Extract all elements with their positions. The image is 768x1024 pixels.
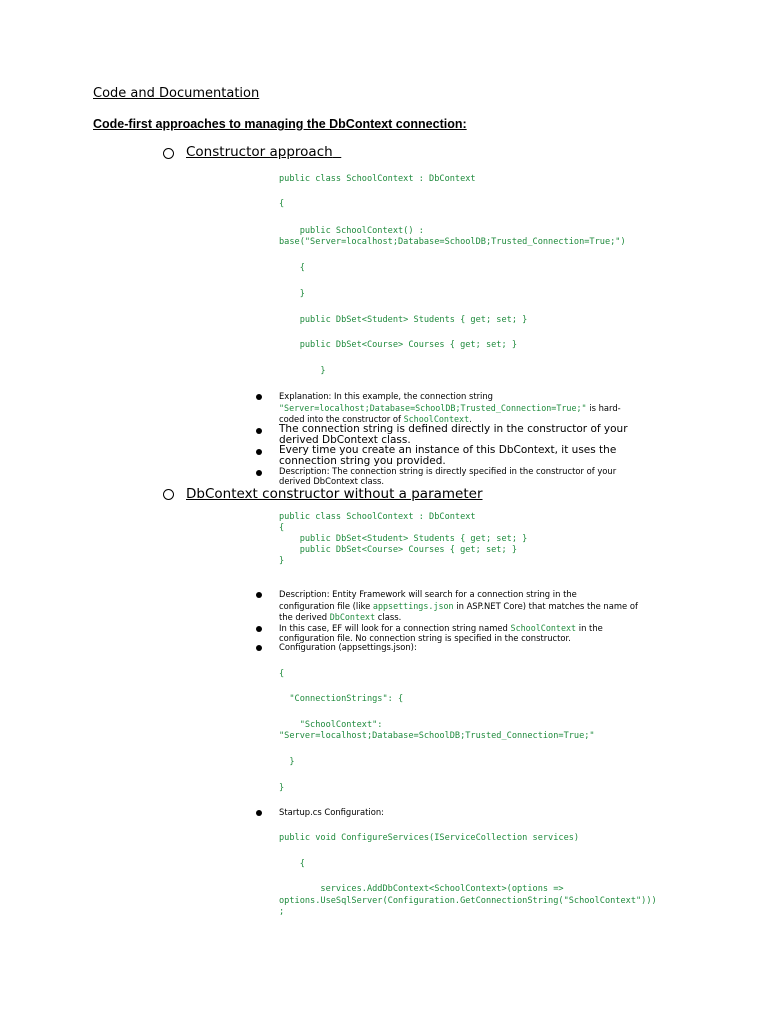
section-heading-constructor: Constructor approach (186, 144, 333, 160)
code-line: "ConnectionStrings": { (279, 694, 404, 704)
bullet-dot-icon (256, 449, 262, 455)
code-line: { (279, 199, 285, 209)
code-line: public class SchoolContext : DbContext (279, 512, 476, 522)
code-line: } (279, 289, 305, 299)
document-subtitle: Code-first approaches to managing the DbContext connection: (93, 117, 467, 131)
code-line: options.UseSqlServer(Configuration.GetConnectionString("SchoolContext"))) (279, 896, 657, 906)
bullet-text: The connection string is defined directly in the constructor of your derived DbContext class. (279, 423, 628, 446)
bullet-dot-icon (256, 394, 262, 400)
code-line: public DbSet<Course> Courses { get; set; } (279, 545, 517, 555)
code-line: ; (279, 907, 285, 917)
hollow-bullet-icon (163, 489, 174, 500)
explanation-text: Explanation: In this example, the connection string "Server=localhost;Database=SchoolDB;Trusted_Connection=True;" is hard- coded into the constructor of SchoolContext. (279, 391, 621, 424)
code-line: services.AddDbContext<SchoolContext>(options => (279, 884, 564, 894)
code-line: } (279, 366, 326, 376)
bullet-dot-icon (256, 626, 262, 632)
code-line: public class SchoolContext : DbContext (279, 174, 476, 184)
code-line: "Server=localhost;Database=SchoolDB;Trusted_Connection=True;" (279, 731, 595, 741)
section-heading-parameterless: DbContext constructor without a parameter (186, 486, 483, 502)
bullet-text: Configuration (appsettings.json): (279, 642, 417, 652)
description-text: Description: The connection string is directly specified in the constructor of your derived DbContext class. (279, 466, 617, 486)
bullet-dot-icon (256, 592, 262, 598)
code-line: } (279, 783, 285, 793)
code-line: public SchoolContext() : (279, 226, 424, 236)
bullet-text: Every time you create an instance of this DbContext, it uses the connection string you provided. (279, 444, 617, 467)
description-text: Description: Entity Framework will search for a connection string in the configuration file (like appsettings.json in ASP.NET Core) that matches the name of the derived DbContext class. (279, 589, 638, 622)
bullet-text: In this case, EF will look for a connection string named SchoolContext in the configuration file. No connection string is specified in the constructor. (279, 623, 603, 643)
bullet-dot-icon (256, 470, 262, 476)
code-line: public DbSet<Student> Students { get; set; } (279, 534, 528, 544)
code-line: { (279, 859, 305, 869)
bullet-dot-icon (256, 645, 262, 651)
code-line: { (279, 523, 285, 533)
bullet-text: Startup.cs Configuration: (279, 807, 384, 817)
document-title: Code and Documentation (93, 86, 260, 101)
code-line: public DbSet<Course> Courses { get; set; } (279, 340, 517, 350)
code-line: base("Server=localhost;Database=SchoolDB;Trusted_Connection=True;") (279, 237, 626, 247)
bullet-dot-icon (256, 428, 262, 434)
code-line: } (279, 556, 285, 566)
hollow-bullet-icon (163, 148, 174, 159)
code-line: } (279, 757, 295, 767)
code-line: { (279, 263, 305, 273)
code-line: public void ConfigureServices(IServiceCollection services) (279, 833, 580, 843)
code-line: public DbSet<Student> Students { get; set; } (279, 315, 528, 325)
code-line: "SchoolContext": (279, 720, 383, 730)
bullet-dot-icon (256, 810, 262, 816)
code-line: { (279, 669, 285, 679)
